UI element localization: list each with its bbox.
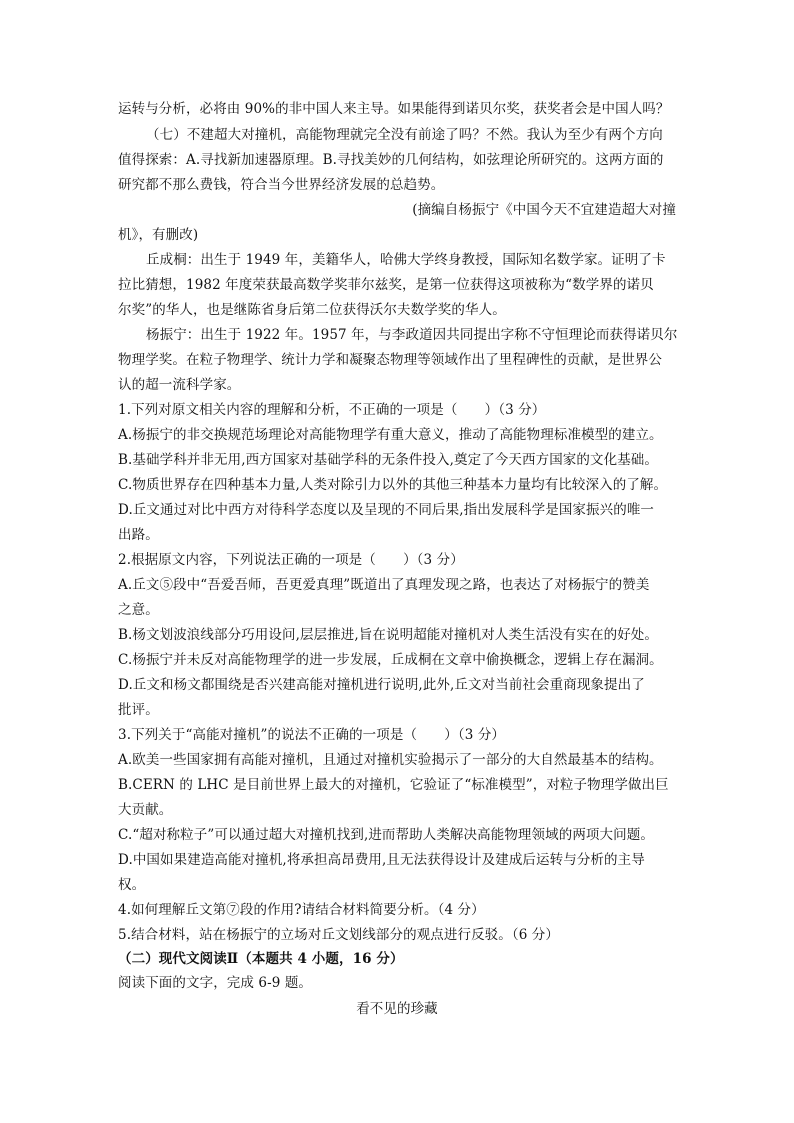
source-citation: (摘编自杨振宁《中国今天不宜建造超大对撞 — [412, 202, 676, 218]
text-line: 物理学奖。在粒子物理学、统计力学和凝聚态物理等领域作出了里程碑性的贡献，是世界公 — [118, 352, 662, 368]
text-line: 研究都不那么费钱，符合当今世界经济发展的总趋势。 — [118, 177, 445, 193]
text-line: 认的超一流科学家。 — [118, 377, 241, 393]
text-line: 丘成桐：出生于 1949 年，美籍华人，哈佛大学终身教授，国际知名数学家。证明了卡 — [146, 252, 666, 268]
option-c: C.物质世界存在四种基本力量,人类对除引力以外的其他三种基本力量均有比较深入的了解。 — [118, 477, 668, 493]
option-b: B.杨文划波浪线部分巧用设问,层层推进,旨在说明超能对撞机对人类生活没有实在的好处。 — [118, 627, 658, 643]
option-d: D.中国如果建造高能对撞机,将承担高昂费用,且无法获得设计及建成后运转与分析的主导 — [118, 852, 645, 868]
instruction-text: 阅读下面的文字，完成 6-9 题。 — [118, 975, 313, 991]
question-stem: 4.如何理解丘文第⑦段的作用?请结合材料简要分析。（4 分） — [118, 902, 485, 918]
option-a: A.杨振宁的非交换规范场理论对高能物理学有重大意义，推动了高能物理标准模型的建立。 — [118, 427, 663, 443]
option-d: D.丘文通过对比中西方对待科学态度以及呈现的不同后果,指出发展科学是国家振兴的唯一 — [118, 502, 655, 518]
option-a-cont: 之意。 — [118, 602, 159, 618]
text-line: 尔奖”的华人，也是继陈省身后第二位获得沃尔夫数学奖的华人。 — [118, 302, 506, 318]
text-line: 杨振宁：出生于 1922 年。1957 年，与李政道因共同提出字称不守恒理论而获得诺贝尔 — [146, 327, 678, 343]
option-a: A.丘文⑤段中“吾爱吾师，吾更爱真理”既道出了真理发现之路，也表达了对杨振宁的赞美 — [118, 577, 650, 593]
option-b: B.CERN 的 LHC 是目前世界上最大的对撞机，它验证了“标准模型”，对粒子物理学做出巨 — [118, 777, 669, 793]
text-line: 运转与分析，必将由 90%的非中国人来主导。如果能得到诺贝尔奖，获奖者会是中国人吗？ — [118, 101, 670, 117]
section-heading: （二）现代文阅读Ⅱ（本题共 4 小题，16 分） — [118, 951, 404, 967]
article-title: 看不见的珍藏 — [356, 1001, 438, 1017]
question-stem: 3.下列关于“高能对撞机”的说法不正确的一项是（ ）（3 分） — [118, 727, 506, 743]
option-d-cont: 批评。 — [118, 702, 159, 718]
option-c: C.“超对称粒子”可以通过超大对撞机找到,进而帮助人类解决高能物理领域的两项大问题。 — [118, 827, 654, 843]
text-line: 值得探索：A.寻找新加速器原理。B.寻找美妙的几何结构，如弦理论所研究的。这两方面的 — [118, 152, 664, 168]
option-b: B.基础学科并非无用,西方国家对基础学科的无条件投入,奠定了今天西方国家的文化基础。 — [118, 452, 658, 468]
text-line: （七）不建超大对撞机，高能物理就完全没有前途了吗？不然。我认为至少有两个方向 — [146, 127, 663, 143]
option-d-cont: 权。 — [118, 877, 146, 893]
question-stem: 1.下列对原文相关内容的理解和分析，不正确的一项是（ ）（3 分） — [118, 402, 546, 418]
option-c: C.杨振宁并未反对高能物理学的进一步发展，丘成桐在文章中偷换概念，逻辑上存在漏洞。 — [118, 652, 663, 668]
question-stem: 5.结合材料，站在杨振宁的立场对丘文划线部分的观点进行反驳。（6 分） — [118, 927, 560, 943]
question-stem: 2.根据原文内容，下列说法正确的一项是（ ）（3 分） — [118, 552, 464, 568]
text-line: 拉比猜想，1982 年度荣获最高数学奖菲尔兹奖，是第一位获得这项被称为“数学界的诺贝 — [118, 277, 654, 293]
source-citation-cont: 机》，有删改) — [118, 227, 199, 243]
option-a: A.欧美一些国家拥有高能对撞机，且通过对撞机实验揭示了一部分的大自然最基本的结构。 — [118, 752, 663, 768]
option-d-cont: 出路。 — [118, 527, 159, 543]
option-b-cont: 大贡献。 — [118, 802, 173, 818]
option-d: D.丘文和杨文都围绕是否兴建高能对撞机进行说明,此外,丘文对当前社会重商现象提出了 — [118, 677, 645, 693]
